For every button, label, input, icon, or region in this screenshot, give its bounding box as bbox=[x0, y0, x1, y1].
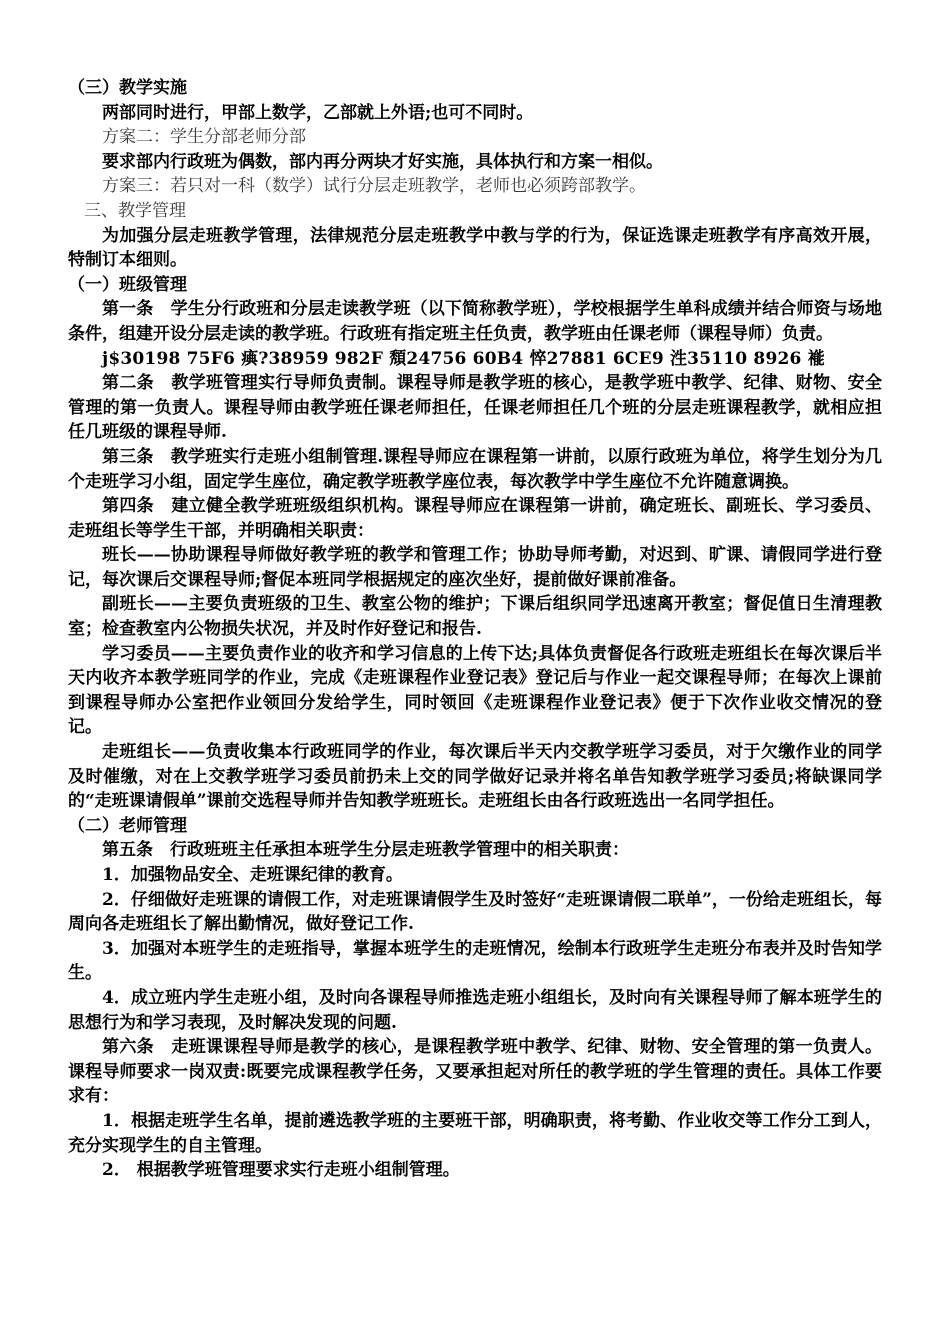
plan-three-heading: 方案三：若只对一科（数学）试行分层走班教学，老师也必须跨部教学。 bbox=[102, 176, 646, 197]
paragraph: 两部同时进行，甲部上数学，乙部就上外语;也可不同时。 bbox=[102, 102, 534, 123]
list-item: 4．成立班内学生走班小组，及时向各课程导师推选走班小组组长，及时向有关课程导师了解本班学生的思想行为和学习表现，及时解决发现的问题. bbox=[68, 987, 882, 1033]
section-heading-implementation: （三）教学实施 bbox=[68, 78, 187, 98]
duty-vice-monitor: 副班长——主要负责班级的卫生、教室公物的维护；下课后组织同学迅速离开教室；督促值日生清理教室；检查教室内公物损失状况，并及时作好登记和报告. bbox=[68, 594, 882, 640]
subsection-heading-teacher: （二）老师管理 bbox=[68, 815, 187, 836]
subsection-heading-class: （一）班级管理 bbox=[68, 274, 187, 295]
list-item: 2． 根据教学班管理要求实行走班小组制管理。 bbox=[102, 1160, 460, 1181]
article-6: 第六条 走班课课程导师是教学的核心，是课程教学班中教学、纪律、财物、安全管理的第一负责人。课程导师要求一岗双责:既要完成课程教学任务，又要承担起对所任的教学班的学生管理的责任。具体工作要求有： bbox=[68, 1037, 882, 1107]
garbled-code-line: j$30198 75F6 痶?38959 982F 頽24756 60B4 悴27881 6CE9 泩35110 8926 褦 bbox=[102, 348, 825, 369]
duty-group-leader: 走班组长——负责收集本行政班同学的作业，每次课后半天内交教学班学习委员，对于欠缴作业的同学及时催缴，对在上交教学班学习委员前扔未上交的同学做好记录并将名单告知教学班学习委员;将缺课同学的“走班课请假单”课前交选程导师并告知教学班班长。走班组长由各行政班选出一名同学担任。 bbox=[68, 742, 882, 812]
article-5: 第五条 行政班班主任承担本班学生分层走班教学管理中的相关职责： bbox=[102, 840, 629, 861]
list-item: 2．仔细做好走班课的请假工作，对走班课请假学生及时签好“走班课请假二联单”，一份给走班组长，每周向各走班组长了解出勤情况，做好登记工作. bbox=[68, 889, 882, 935]
duty-study-committee: 学习委员——主要负责作业的收齐和学习信息的上传下达;具体负责督促各行政班走班组长在每次课后半天内收齐本教学班同学的作业，完成《走班课程作业登记表》登记后与作业一起交课程导师；在每次上课前到课程导师办公室把作业领回分发给学生，同时领回《走班课程作业登记表》便于下次作业收交情况的登记。 bbox=[68, 643, 882, 738]
article-4: 第四条 建立健全教学班班级组织机构。课程导师应在课程第一讲前，确定班长、副班长、学习委员、走班组长等学生干部，并明确相关职责： bbox=[68, 496, 882, 541]
paragraph: 为加强分层走班教学管理，法律规范分层走班教学中教与学的行为，保证选课走班教学有序高效开展，特制订本细则。 bbox=[68, 225, 882, 271]
duty-monitor: 班长——协助课程导师做好教学班的教学和管理工作；协助导师考勤，对迟到、旷课、请假同学进行登记，每次课后交课程导师;督促本班同学根据规定的座次坐好，提前做好课前准备。 bbox=[68, 545, 882, 590]
list-item: 3．加强对本班学生的走班指导，掌握本班学生的走班情况，绘制本行政班学生走班分布表并及时告知学生。 bbox=[68, 938, 882, 984]
list-item: 1．根据走班学生名单，提前遴选教学班的主要班干部，明确职责，将考勤、作业收交等工作分工到人，充分实现学生的自主管理。 bbox=[68, 1110, 882, 1156]
paragraph: 要求部内行政班为偶数，部内再分两块才好实施，具体执行和方案一相似。 bbox=[102, 151, 663, 172]
section-heading-management: 三、教学管理 bbox=[84, 200, 186, 221]
article-2: 第二条 教学班管理实行导师负责制。课程导师是教学班的核心，是教学班中教学、纪律、财物、安全管理的第一负责人。课程导师由教学班任课老师担任，任课老师担任几个班的分层走班课程教学，就相应担任几班级的课程导师. bbox=[68, 373, 882, 443]
article-3: 第三条 教学班实行走班小组制管理.课程导师应在课程第一讲前，以原行政班为单位，将学生划分为几个走班学习小组，固定学生座位，确定教学班教学座位表，每次教学中学生座位不允许随意调换。 bbox=[68, 446, 882, 492]
article-1: 第一条 学生分行政班和分层走读教学班（以下简称教学班），学校根据学生单科成绩并结合师资与场地条件，组建开设分层走读的教学班。行政班有指定班主任负责，教学班由任课老师（课程导师）负责。 bbox=[68, 299, 882, 344]
list-item: 1．加强物品安全、走班课纪律的教育。 bbox=[102, 865, 403, 885]
plan-two-heading: 方案二：学生分部老师分部 bbox=[102, 127, 306, 148]
